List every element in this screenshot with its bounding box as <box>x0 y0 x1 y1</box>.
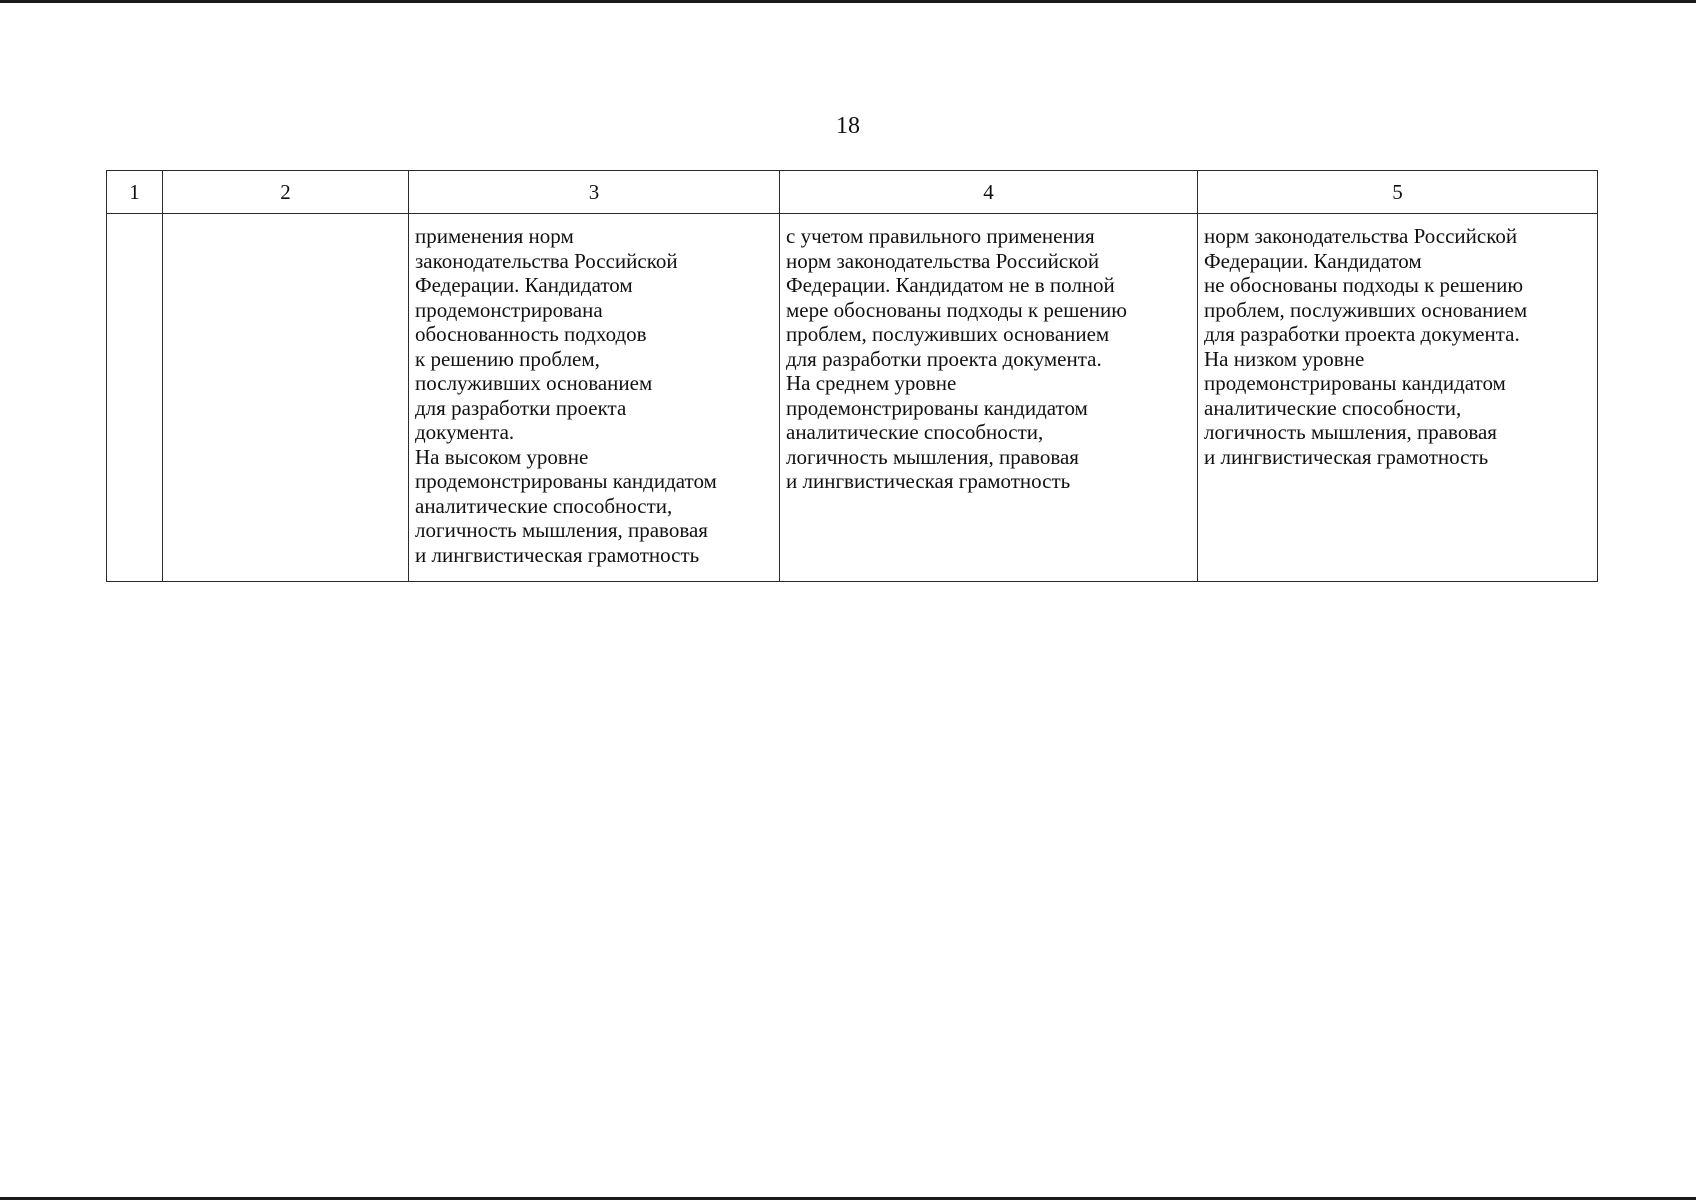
page-number: 18 <box>836 113 860 139</box>
criteria-table <box>106 170 1598 582</box>
table-cell-high-level: применения норм законодательства Российской Федерации. Кандидатом продемонстрирована обоснованность подходов к решению проблем, послуживших основанием для разработки проекта документа. На высоком уровне продемонстрированы кандидатом аналитические способности, логичность мышления, правовая и лингвистическая грамотность <box>409 214 780 582</box>
table-cell-medium-level: с учетом правильного применения норм законодательства Российской Федерации. Кандидатом не в полной мере обоснованы подходы к решению проблем, послуживших основанием для разработки проекта документа. На среднем уровне продемонстрированы кандидатом аналитические способности, логичность мышления, правовая и лингвистическая грамотность <box>780 214 1198 582</box>
column-header-4: 4 <box>780 171 1198 214</box>
column-header-2: 2 <box>163 171 409 214</box>
column-header-3: 3 <box>409 171 780 214</box>
table-row <box>107 214 1598 582</box>
column-header-1: 1 <box>107 171 163 214</box>
table-cell-low-level: норм законодательства Российской Федерации. Кандидатом не обоснованы подходы к решению проблем, послуживших основанием для разработки проекта документа. На низком уровне продемонстрированы кандидатом аналитические способности, логичность мышления, правовая и лингвистическая грамотность <box>1198 214 1598 582</box>
column-header-5: 5 <box>1198 171 1598 214</box>
scan-top-edge <box>0 0 1696 3</box>
table-cell-col1 <box>107 214 163 582</box>
table-header-row <box>107 171 1598 214</box>
table-cell-col2 <box>163 214 409 582</box>
